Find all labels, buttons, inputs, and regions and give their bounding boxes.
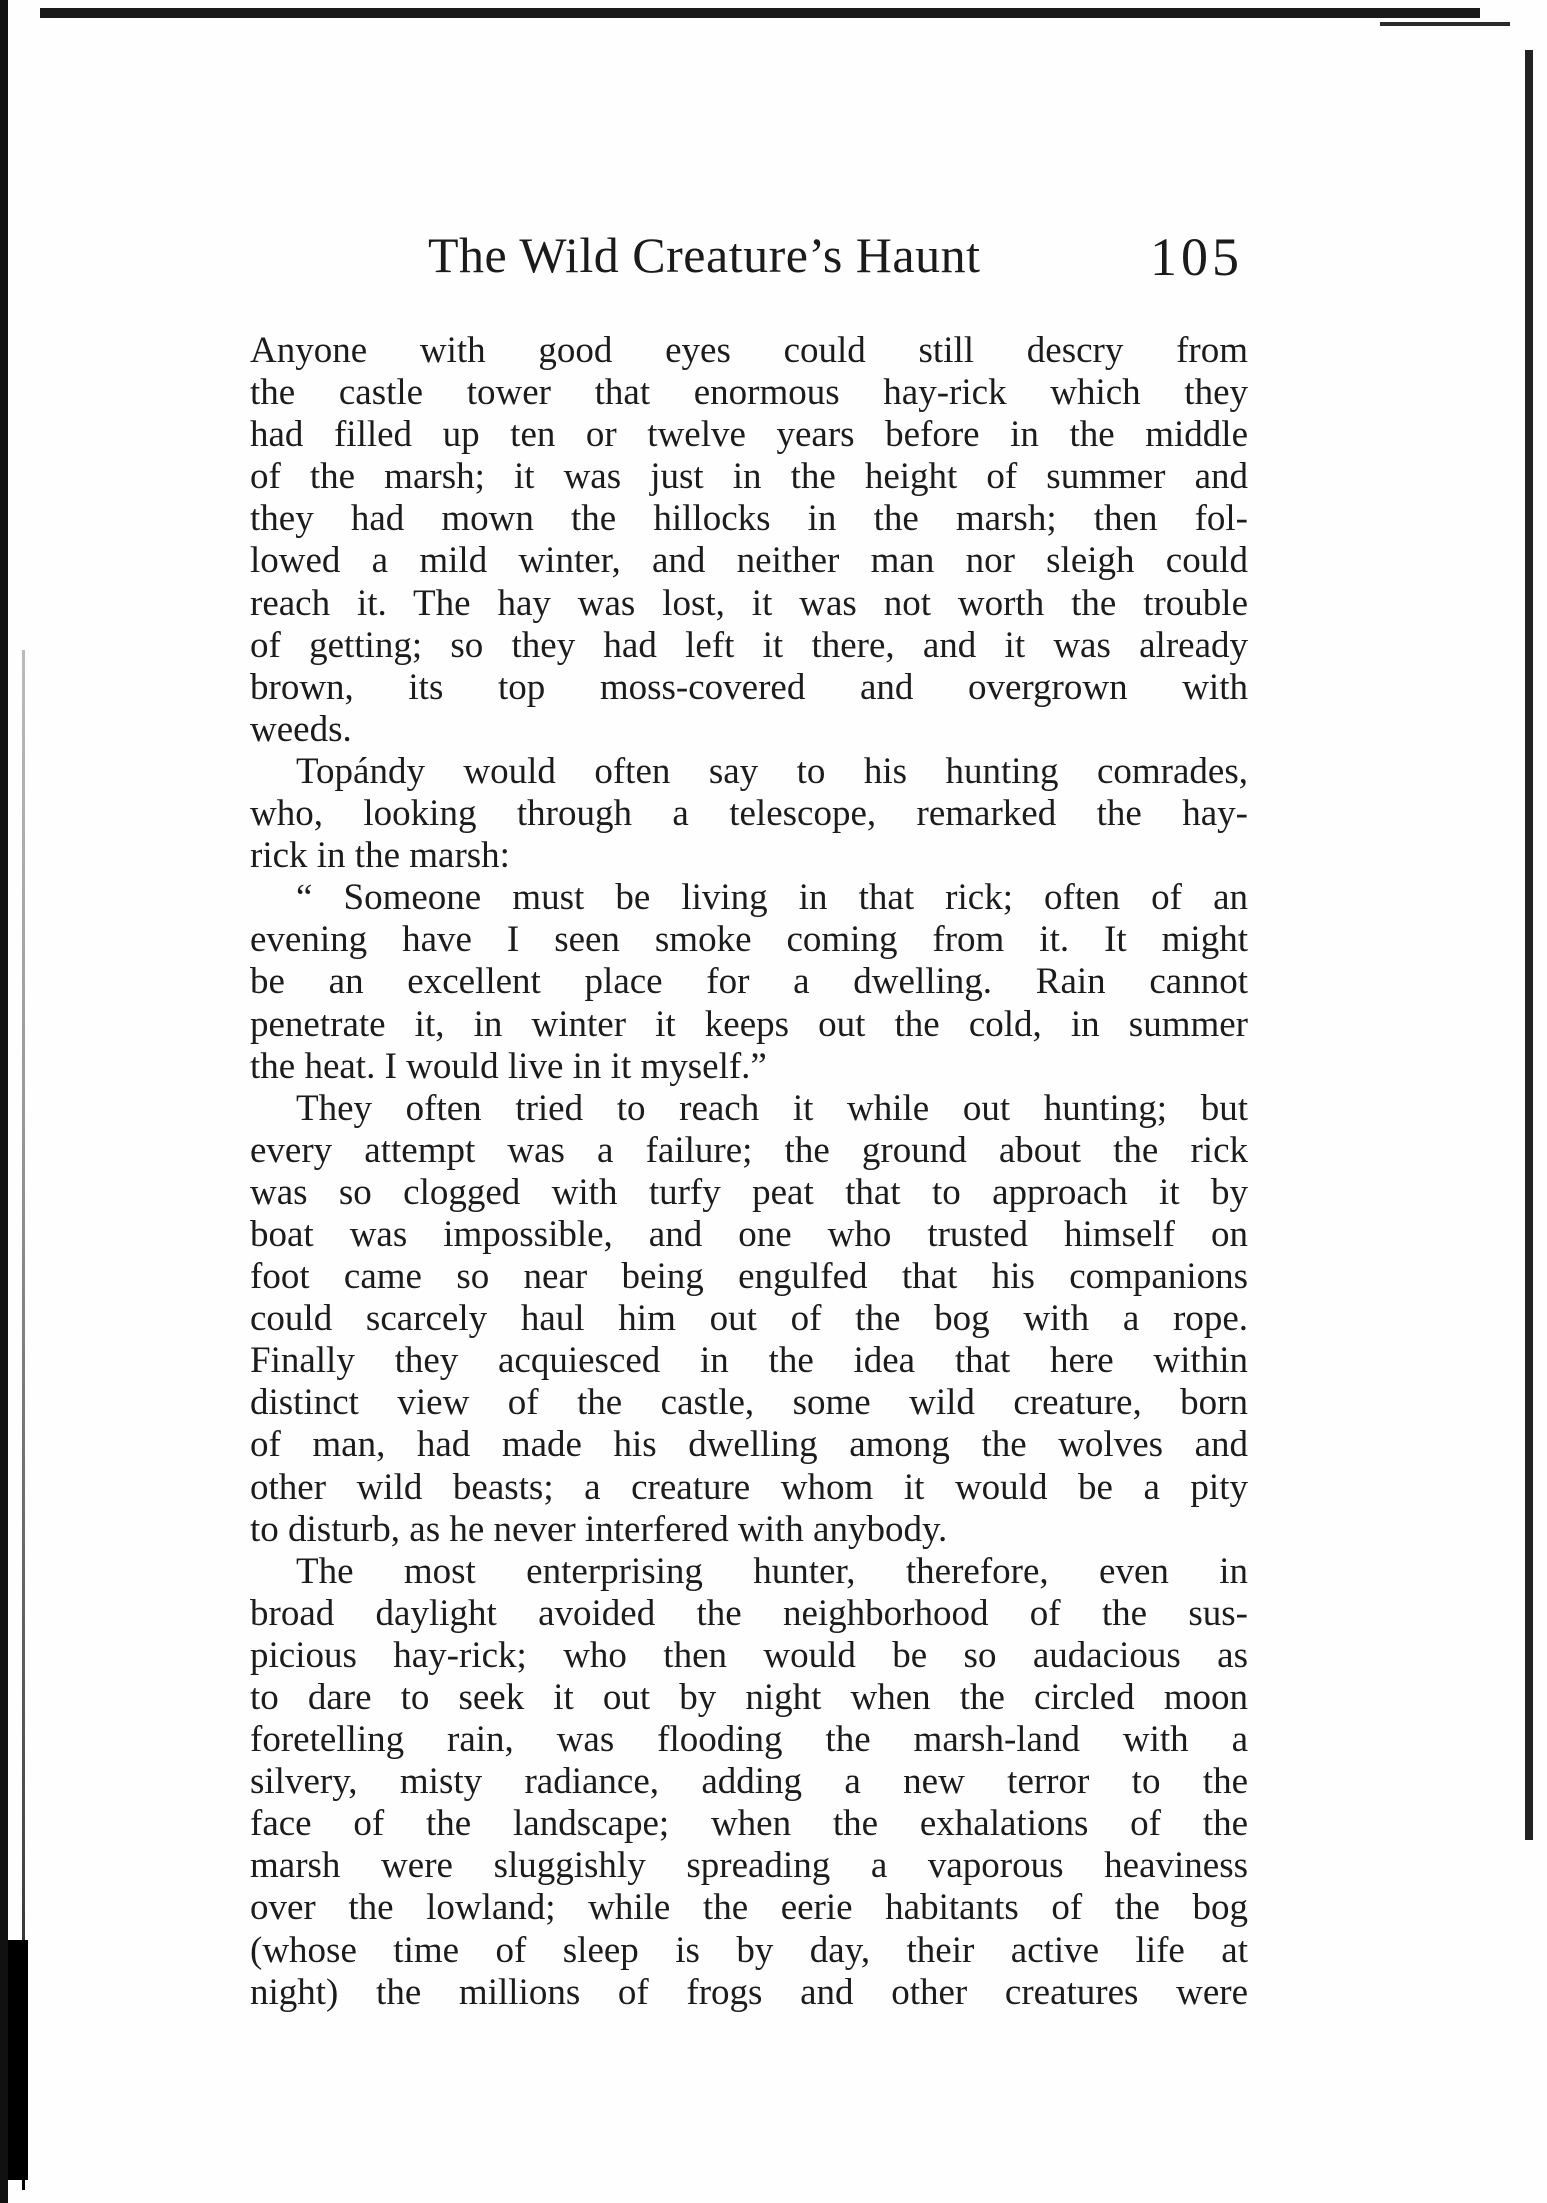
running-title: The Wild Creature’s Haunt [428,227,981,283]
scan-left-edge [0,0,8,2203]
text-line: distinct view of the castle, some wild creature, born [250,1382,1248,1424]
text-line: Finally they acquiesced in the idea that here within [250,1340,1248,1382]
text-line: over the lowland; while the eerie habitants of the bog [250,1887,1248,1929]
text-line: weeds. [250,708,352,750]
text-line: marsh were sluggishly spreading a vaporous heaviness [250,1845,1248,1887]
text-line: face of the landscape; when the exhalations of the [250,1803,1248,1845]
text-line: could scarcely haul him out of the bog with a rope. [250,1298,1248,1340]
text-line: of man, had made his dwelling among the wolves and [250,1424,1248,1466]
text-line: (whose time of sleep is by day, their active life at [250,1929,1248,1971]
text-line: rick in the marsh: [250,835,510,877]
text-line: they had mown the hillocks in the marsh; then fol- [250,498,1248,540]
text-line: “ Someone must be living in that rick; often of an [296,877,1248,919]
text-line: had filled up ten or twelve years before in the middle [250,414,1248,456]
text-line: of getting; so they had left it there, and it was already [250,624,1248,666]
text-line: foot came so near being engulfed that his companions [250,1256,1248,1298]
page-header [250,226,1250,306]
text-line: to disturb, as he never interfered with anybody. [250,1508,948,1550]
text-line: of the marsh; it was just in the height of summer and [250,456,1248,498]
scan-top-rule-thin [1380,22,1510,26]
text-line: brown, its top moss-covered and overgrown with [250,666,1248,708]
text-line: every attempt was a failure; the ground about the rick [250,1129,1248,1171]
text-line: broad daylight avoided the neighborhood of the sus- [250,1592,1248,1634]
scan-right-edge [1525,50,1533,1840]
text-line: Anyone with good eyes could still descry from [250,330,1248,371]
paragraph [250,1088,1248,1551]
text-line: night) the millions of frogs and other creatures were [250,1971,1248,2013]
paragraph [250,330,1248,751]
text-line: the castle tower that enormous hay-rick which they [250,372,1248,414]
paragraph [250,751,1248,877]
text-line: boat was impossible, and one who trusted himself on [250,1213,1248,1255]
paragraph [250,1551,1248,2014]
text-line: picious hay-rick; who then would be so audacious as [250,1634,1248,1676]
text-line: foretelling rain, was flooding the marsh-land with a [250,1719,1248,1761]
body-text [250,330,1248,2014]
text-line: silvery, misty radiance, adding a new terror to the [250,1761,1248,1803]
page-number: 105 [1150,227,1243,287]
text-line: to dare to seek it out by night when the circled moon [250,1677,1248,1718]
paragraph [250,877,1248,1087]
text-line: The most enterprising hunter, therefore, even in [296,1550,1248,1592]
text-line: who, looking through a telescope, remarked the hay- [250,793,1248,835]
text-line: lowed a mild winter, and neither man nor sleigh could [250,540,1248,582]
scan-left-block [8,1940,28,2180]
text-line: other wild beasts; a creature whom it would be a pity [250,1466,1248,1508]
text-line: Topándy would often say to his hunting comrades, [296,750,1248,792]
text-line: evening have I seen smoke coming from it. It might [250,919,1248,961]
text-line: the heat. I would live in it myself.” [250,1045,767,1087]
scan-top-rule [40,8,1480,18]
text-line: They often tried to reach it while out hunting; but [296,1087,1248,1129]
text-line: be an excellent place for a dwelling. Rain cannot [250,961,1248,1003]
text-line: reach it. The hay was lost, it was not worth the trouble [250,582,1248,624]
text-line: penetrate it, in winter it keeps out the cold, in summer [250,1003,1248,1045]
text-line: was so clogged with turfy peat that to approach it by [250,1171,1248,1213]
